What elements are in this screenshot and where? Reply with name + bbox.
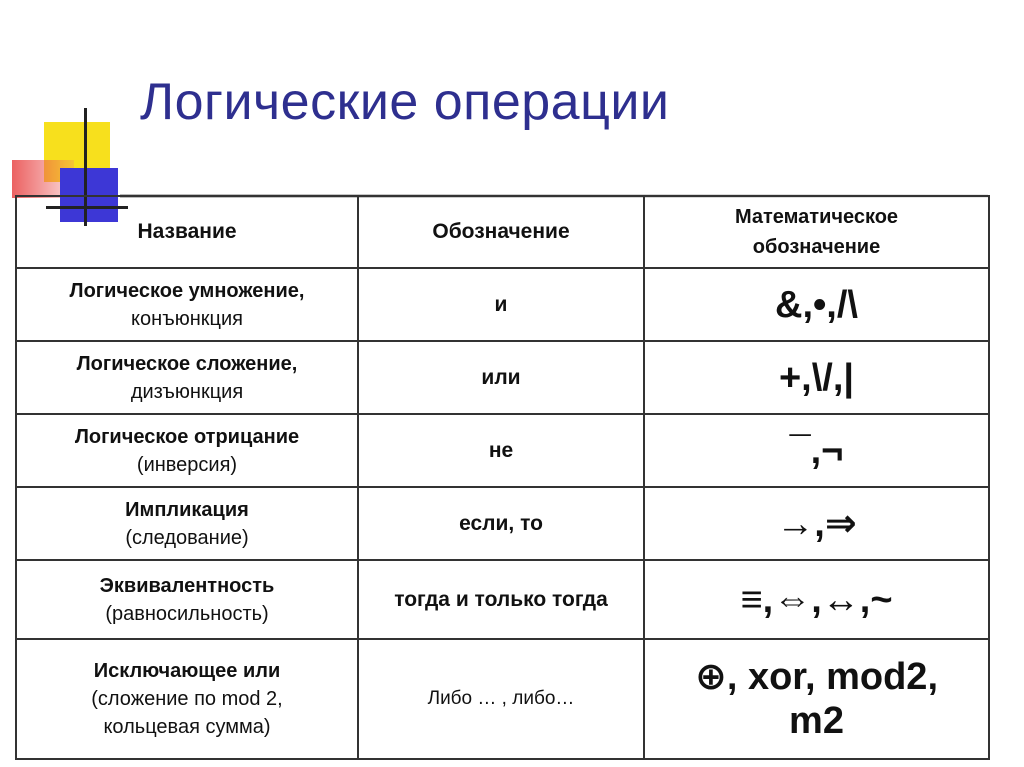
op-denotation: тогда и только тогда (358, 560, 644, 639)
op-name: Эквивалентность (99, 574, 275, 597)
op-denotation: или (358, 341, 644, 414)
op-name: Логическое сложение, (76, 352, 298, 375)
op-name-cell (16, 487, 358, 560)
op-math-symbols: ≡,⇔,↔,~ (644, 560, 989, 639)
op-alias: конъюнкция (131, 307, 243, 330)
logic-operations-table (15, 195, 990, 760)
table-row (16, 639, 989, 759)
op-name-cell (16, 341, 358, 414)
op-name-cell (16, 639, 358, 759)
table-row (16, 268, 989, 341)
op-name-cell (16, 414, 358, 487)
table-row (16, 487, 989, 560)
op-alias: (инверсия) (136, 453, 238, 476)
op-denotation: не (358, 414, 644, 487)
op-denotation: если, то (358, 487, 644, 560)
op-name: Логическое отрицание (74, 425, 300, 448)
op-denotation: и (358, 268, 644, 341)
page-title: Логические операции (140, 73, 670, 131)
op-alias: (следование) (125, 526, 249, 549)
header-name: Название (16, 196, 358, 268)
op-math-symbols: ⊕, xor, mod2, m2 (644, 639, 989, 759)
op-alias: (равносильность) (105, 602, 269, 625)
op-name-cell (16, 268, 358, 341)
op-name: Импликация (125, 498, 249, 521)
op-name: Исключающее или (93, 660, 281, 682)
table-row (16, 414, 989, 487)
op-math-symbols: →,⇒ (644, 487, 989, 560)
op-denotation: Либо … , либо… (358, 639, 644, 759)
table-row (16, 560, 989, 639)
op-alias: дизъюнкция (130, 380, 244, 403)
table-row (16, 341, 989, 414)
op-alias: (сложение по mod 2, кольцевая сумма) (91, 688, 283, 738)
op-name-cell (16, 560, 358, 639)
header-math: Математическое обозначение (644, 196, 989, 268)
op-math-symbols: +,\/,| (644, 341, 989, 414)
op-name: Логическое умножение, (69, 279, 305, 302)
op-math-symbols: ¯,¬ (644, 414, 989, 487)
table-header-row (16, 196, 989, 268)
op-math-symbols: &,•,/\ (644, 268, 989, 341)
header-denotation: Обозначение (358, 196, 644, 268)
